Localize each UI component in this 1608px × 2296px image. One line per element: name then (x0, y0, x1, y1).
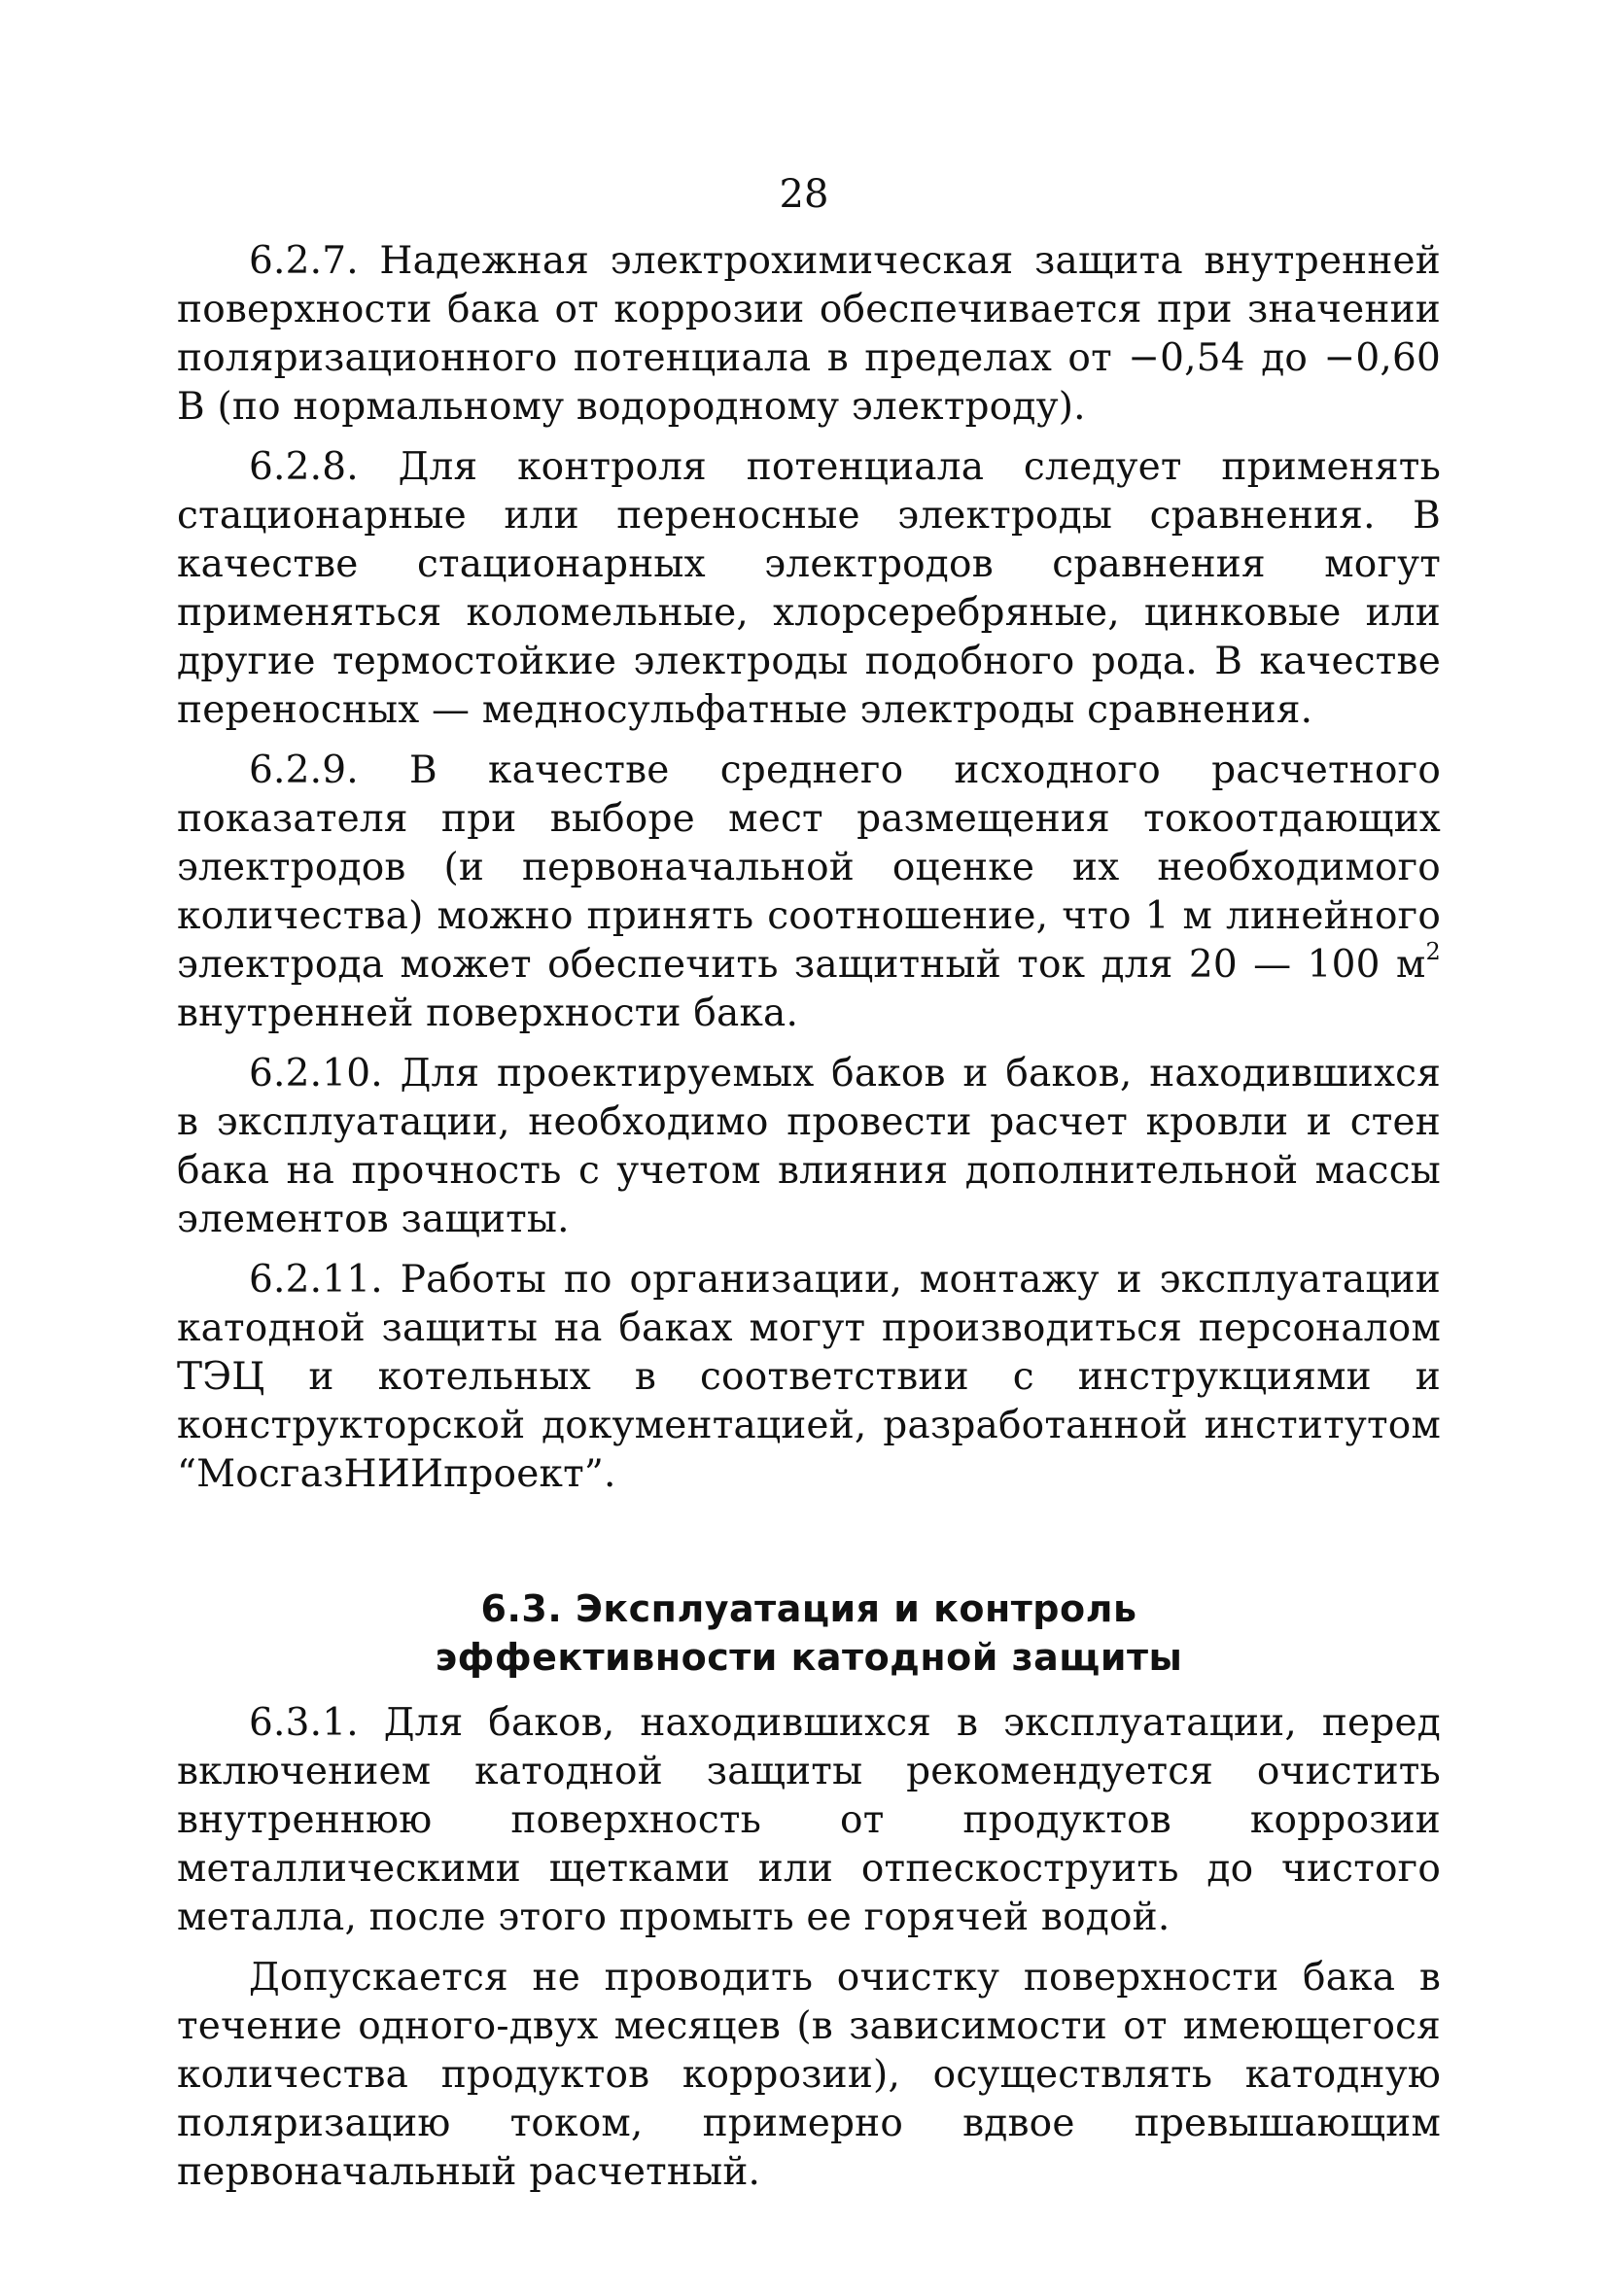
paragraph-6-3-1-note: Допускается не проводить очистку поверхности бака в течение одного-двух месяцев (в зависимости от имеющегося количества продуктов коррозии), осуществлять катодную поляризацию током, примерно вдвое превышающим первоначальный расчетный. (177, 1956, 1441, 2194)
section-heading-6-3 (177, 1584, 1441, 1682)
section-heading-line-1: 6.3. Эксплуатация и контроль (480, 1587, 1137, 1630)
paragraph-6-2-9 (177, 747, 1441, 1038)
paragraph-6-2-11: 6.2.11. Работы по организации, монтажу и эксплуатации катодной защиты на баках могут производиться персоналом ТЭЦ и котельных в соответствии с инструкциями и конструкторской документацией, разработанной институтом “МосгазНИИпроект”. (177, 1258, 1441, 1496)
paragraph-6-2-8: 6.2.8. Для контроля потенциала следует применять стационарные или переносные электроды сравнения. В качестве стационарных электродов сравнения могут применяться коломельные, хлорсеребряные, цинковые или другие термостойкие электроды подобного рода. В качестве переносных — медносульфатные электроды сравнения. (177, 445, 1441, 732)
paragraph-6-2-10: 6.2.10. Для проектируемых баков и баков, находившихся в эксплуатации, необходимо провести расчет кровли и стен бака на прочность с учетом влияния дополнительной массы элементов защиты. (177, 1052, 1441, 1241)
page-number: 28 (779, 172, 829, 217)
square-meter-superscript: 2 (1425, 938, 1441, 965)
document-body (177, 237, 1441, 2209)
section-heading-line-2: эффективности катодной защиты (435, 1636, 1183, 1679)
paragraph-6-3-1: 6.3.1. Для баков, находившихся в эксплуатации, перед включением катодной защиты рекомендуется очистить внутреннюю поверхность от продуктов коррозии металлическими щетками или отпескоструить до чистого металла, после этого промыть ее горячей водой. (177, 1701, 1441, 1939)
paragraph-6-2-9-text: 6.2.9. В качестве среднего исходного расчетного показателя при выборе мест размещения токоотдающих электродов (и первоначальной оценке их необходимого количества) можно принять соотношение, что 1 м линейного электрода может обеспечить защитный ток для 20 — 100 м (177, 748, 1441, 987)
paragraph-6-2-9-tail: внутренней поверхности бака. (177, 991, 799, 1035)
paragraph-6-2-7: 6.2.7. Надежная электрохимическая защита внутренней поверхности бака от коррозии обеспечивается при значении поляризационного потенциала в пределах от −0,54 до −0,60 В (по нормальному водородному электроду). (177, 239, 1441, 429)
